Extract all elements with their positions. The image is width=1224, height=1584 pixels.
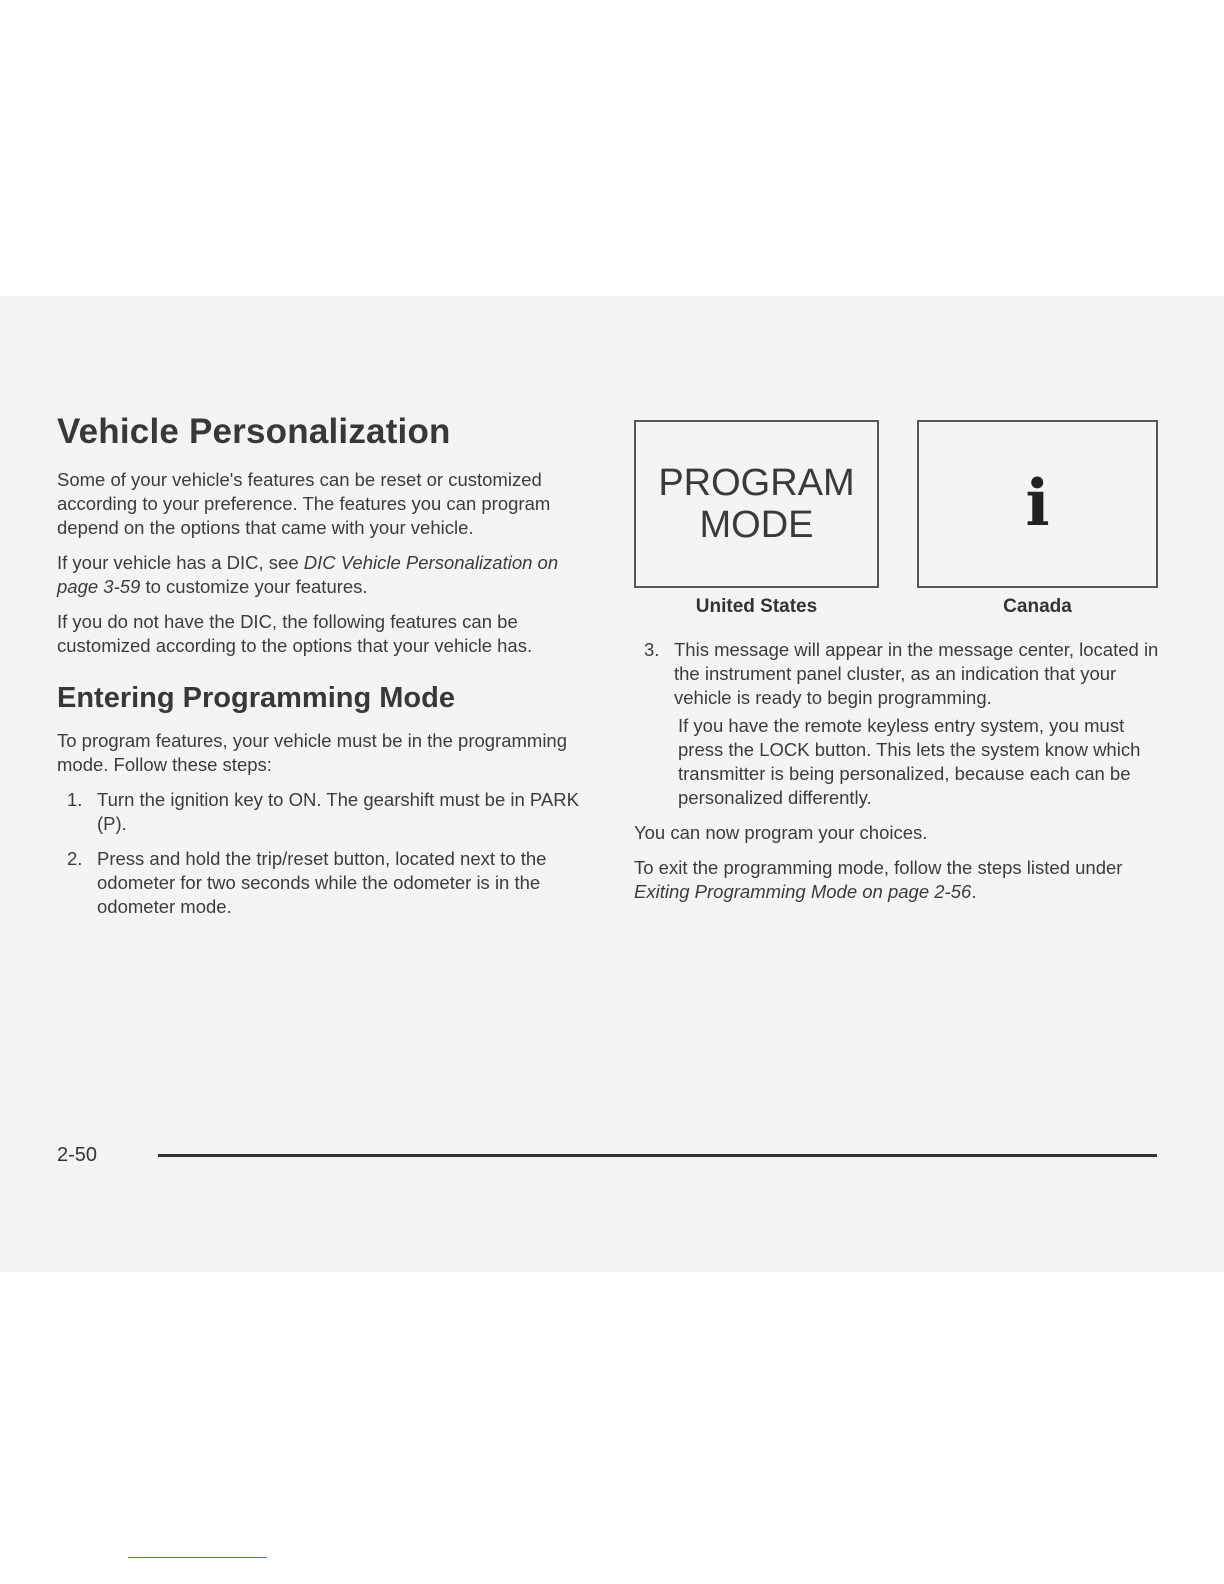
right-column: [634, 420, 1174, 915]
step-number: 3.: [644, 639, 660, 660]
dic-paragraph: [57, 551, 602, 599]
display-illustrations: [634, 420, 1174, 588]
footer-divider: [158, 1154, 1157, 1157]
info-icon: i: [1025, 466, 1050, 541]
display-captions: [634, 596, 1174, 618]
list-item: [57, 788, 602, 836]
caption-united-states: United States: [695, 596, 818, 617]
steps-list-continued: [634, 638, 1174, 810]
choices-paragraph: You can now program your choices.: [634, 822, 928, 843]
list-item: [57, 847, 602, 919]
step-sub-paragraph: If you have the remote keyless entry system, you must press the LOCK button. This lets the system know which transmitter is being personalized, because each can be personalized differently.: [678, 715, 1141, 808]
no-dic-paragraph: If you do not have the DIC, the following features can be customized according to the options that your vehicle has.: [57, 611, 533, 656]
step-number: 2.: [67, 848, 83, 869]
page-number: 2-50: [57, 1144, 98, 1166]
bottom-link-underline: [128, 1557, 267, 1558]
section-title: Entering Programming Mode: [57, 682, 455, 714]
step-text: This message will appear in the message center, located in the instrument panel cluster, as an indication that your vehicle is ready to begin programming.: [674, 639, 1159, 708]
step-number: 1.: [67, 789, 83, 810]
dic-cross-reference[interactable]: DIC Vehicle Personalization on page 3-59: [57, 552, 559, 597]
step-text: Turn the ignition key to ON. The gearshift must be in PARK (P).: [97, 789, 579, 834]
steps-list: [57, 788, 602, 919]
exit-text-after: .: [971, 881, 977, 902]
section-intro: To program features, your vehicle must be in the programming mode. Follow these steps:: [57, 730, 568, 775]
dic-text-after: to customize your features.: [140, 576, 368, 597]
list-item: [634, 638, 1174, 810]
page-title: Vehicle Personalization: [57, 412, 451, 451]
left-column: [57, 412, 602, 930]
display-canada: [917, 420, 1158, 588]
dic-text-before: If your vehicle has a DIC, see: [57, 552, 304, 573]
exit-cross-reference[interactable]: Exiting Programming Mode on page 2-56: [634, 881, 972, 902]
intro-paragraph: Some of your vehicle's features can be reset or customized according to your preference. The features you can program depend on the options that came with your vehicle.: [57, 469, 551, 538]
display-us: [634, 420, 879, 588]
step-text: Press and hold the trip/reset button, located next to the odometer for two seconds while the odometer is in the odometer mode.: [97, 848, 547, 917]
program-mode-message: PROGRAM MODE: [658, 462, 855, 546]
caption-canada: Canada: [1003, 596, 1072, 617]
exit-paragraph: [634, 856, 1174, 904]
exit-text-before: To exit the programming mode, follow the steps listed under: [634, 857, 1123, 878]
